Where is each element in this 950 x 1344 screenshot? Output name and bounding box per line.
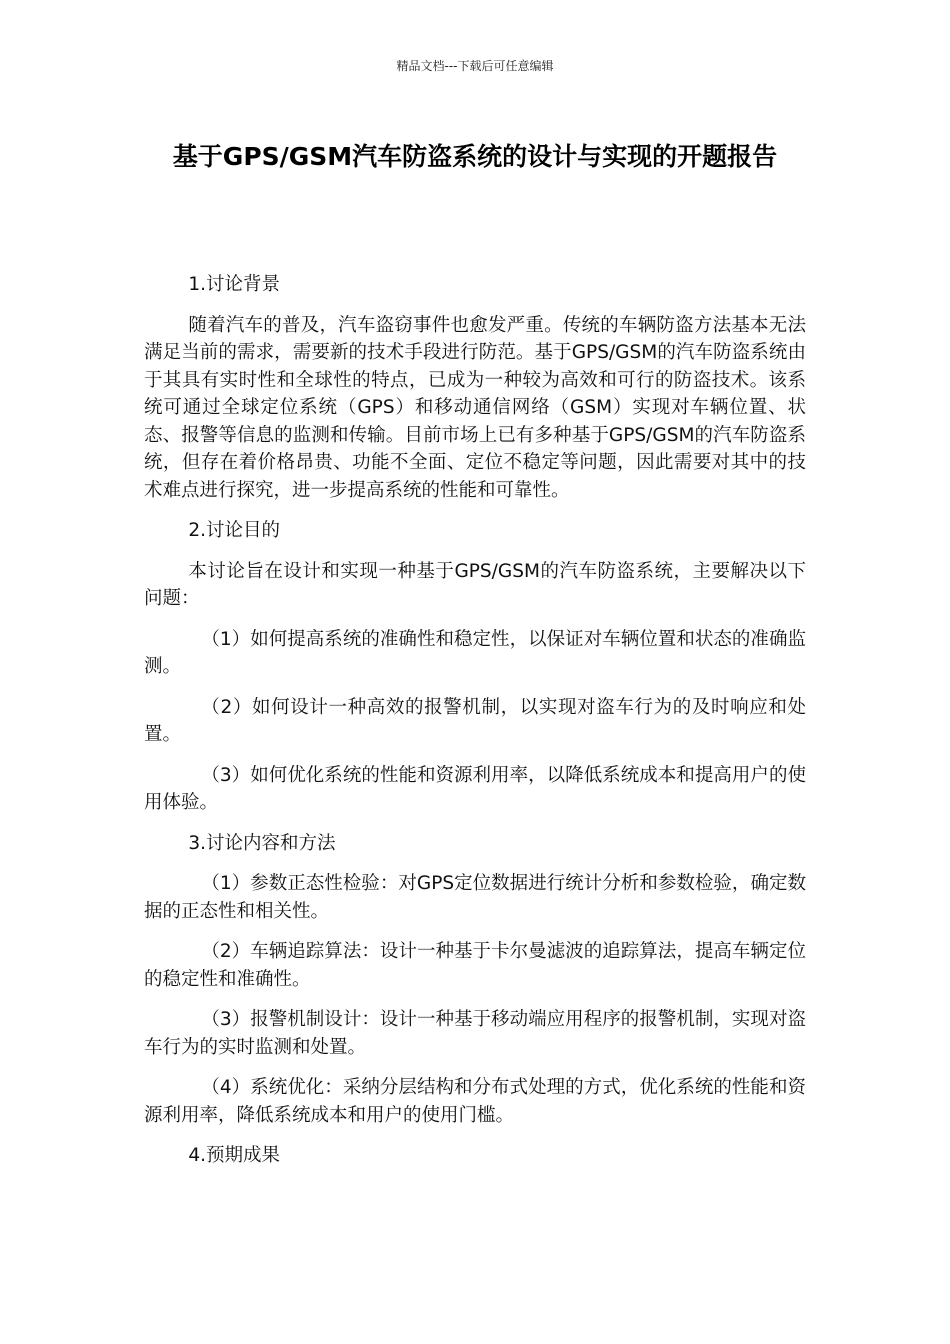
purpose-item: （1）如何提高系统的准确性和稳定性，以保证对车辆位置和状态的准确监测。	[144, 628, 806, 677]
methods-item: （4）系统优化：采纳分层结构和分布式处理的方式，优化系统的性能和资源利用率，降低系统成本和用户的使用门槛。	[144, 1077, 806, 1126]
section-heading-methods: 3.讨论内容和方法	[188, 832, 336, 854]
purpose-intro: 本讨论旨在设计和实现一种基于GPS/GSM的汽车防盗系统，主要解决以下问题：	[144, 560, 806, 609]
methods-item: （3）报警机制设计：设计一种基于移动端应用程序的报警机制，实现对盗车行为的实时监测和处置。	[144, 1009, 806, 1058]
methods-item: （1）参数正态性检验：对GPS定位数据进行统计分析和参数检验，确定数据的正态性和相关性。	[144, 873, 806, 922]
methods-item: （2）车辆追踪算法：设计一种基于卡尔曼滤波的追踪算法，提高车辆定位的稳定性和准确性。	[144, 941, 806, 990]
document-title: 基于GPS/GSM汽车防盗系统的设计与实现的开题报告	[172, 142, 778, 171]
section-heading-purpose: 2.讨论目的	[188, 520, 281, 541]
section-heading-background: 1.讨论背景	[188, 274, 281, 295]
section-heading-outcomes: 4.预期成果	[188, 1145, 281, 1166]
background-paragraph: 随着汽车的普及，汽车盗窃事件也愈发严重。传统的车辆防盗方法基本无法满足当前的需求，需要新的技术手段进行防范。基于GPS/GSM的汽车防盗系统由于其具有实时性和全球性的特点，已成为一种较为高效和可行的防盗技术。该系统可通过全球定位系统（GPS）和移动通信网络（GSM）实现对车辆位置、状态、报警等信息的监测和传输。目前市场上已有多种基于GPS/GSM的汽车防盗系统，但存在着价格昂贵、功能不全面、定位不稳定等问题，因此需要对其中的技术难点进行探究，进一步提高系统的性能和可靠性。	[144, 314, 806, 501]
purpose-item: （3）如何优化系统的性能和资源利用率，以降低系统成本和提高用户的使用体验。	[144, 764, 806, 813]
document-body	[144, 271, 806, 1183]
header-note: 精品文档---下载后可任意编辑	[396, 59, 554, 73]
purpose-item: （2）如何设计一种高效的报警机制，以实现对盗车行为的及时响应和处置。	[144, 696, 806, 745]
